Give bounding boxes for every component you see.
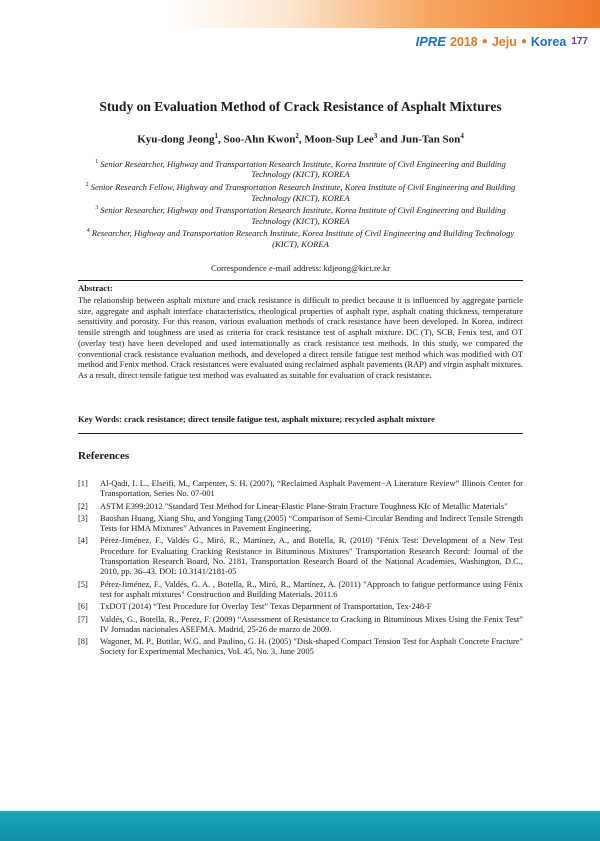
reference-text: Baoshan Huang, Xiang Shu, and Yongjing Tang (2005) “Comparison of Semi-Circular Bending and Indirect Tensile Strength Tests for HMA Mixtures” Advances in Pavement Engineering, — [100, 512, 523, 534]
paper-title: Study on Evaluation Method of Crack Resistance of Asphalt Mixtures — [99, 99, 502, 114]
abstract-text: The relationship between asphalt mixture and crack resistance is difficult to predict because it is influenced by aggregate particle size, aggregate and asphalt interface characteristics, rheological properties of asphalt type, asphalt coating thickness, temperature sensitivity and porosity. For this reason, various evaluation methods of crack resistance have been developed. In Korea, indirect tensile strength and toughness are used as criteria for crack resistance test of asphalt mixture. DC (T), SCB, Fenix test, and OT (overlay test) have been developed and used internationally as crack resistance test methods. In this study, we compared the conventional crack resistance evaluation methods, and developed a direct tensile fatigue test method which was modified with OT method and Fenix method. Crack resistances were evaluated using reclaimed asphalt pavements (RAP) and virgin asphalt mixtures. As a result, direct tensile fatigue test method was evaluated as suitable for evaluation of crack resistance. — [78, 295, 523, 380]
affiliation — [78, 203, 523, 226]
reference-item — [78, 579, 523, 600]
references-heading: References — [78, 450, 130, 462]
reference-text: TxDOT (2014) “Test Procedure for Overlay Test” Texas Department of Transportation, Tex-248-F — [100, 601, 432, 612]
affiliation-text: Senior Researcher, Highway and Transportation Research Institute, Korea Institute of Civil Engineering and Building Technology (KICT), KOREA — [100, 204, 506, 226]
affiliation-sup: 2 — [85, 182, 89, 189]
reference-number: [8] — [78, 636, 88, 647]
bullet-dot-icon: ● — [481, 36, 488, 47]
reference-number: [5] — [78, 578, 88, 589]
reference-item — [78, 601, 523, 611]
affiliation-list — [78, 157, 523, 249]
reference-number: [1] — [78, 478, 88, 488]
page-number: 177 — [571, 36, 588, 47]
header-band — [0, 0, 600, 28]
affiliation — [78, 180, 523, 203]
abstract-label: Abstract: — [78, 283, 113, 293]
reference-list — [78, 478, 523, 659]
reference-text: Al-Qadi, I. L., Elseifi, M., Carpenter, S. H. (2007), “Reclaimed Asphalt Pavement−A Literature Review” Illinois Center for Transportation, Series No. 07-001 — [100, 478, 523, 499]
reference-text: Pérez-Jiménez, F., Valdés G., Miró, R., Martínez, A., and Botella, R. (2010) "Fénix Test: Development of a New Test Procedure for Evaluating Cracking Resistance in Bituminous Mixtures" Transportation Research Record: Journal of the Transportation Research Board, No. 2181, Transportation Research Board of the National Academies, Washington, D.C., 2010, pp. 36–43. DOI: 10.3141/2181-05 — [100, 535, 523, 577]
reference-number: [3] — [78, 512, 88, 523]
ipre-logo-mark: IPRE — [415, 34, 446, 49]
reference-item — [78, 478, 523, 499]
author-sup: 1 — [214, 132, 219, 140]
divider — [78, 280, 523, 281]
author-sup: 3 — [373, 132, 378, 140]
author-list — [78, 132, 523, 146]
affiliation-sup: 4 — [86, 228, 90, 235]
reference-item — [78, 614, 523, 635]
affiliation-text: Senior Research Fellow, Highway and Transportation Research Institute, Korea Institute of Civil Engineering and Building Technology (KICT), KOREA — [90, 181, 516, 203]
reference-number: [7] — [78, 613, 88, 624]
author-name: Kyu-dong Jeong — [137, 133, 215, 146]
affiliation — [78, 157, 523, 180]
author-sep: , — [218, 133, 224, 146]
reference-item — [78, 513, 523, 534]
keywords: Key Words: crack resistance; direct tensile fatigue test, asphalt mixture; recycled asphalt mixture — [78, 414, 435, 424]
author-sup: 4 — [460, 132, 464, 140]
affiliation-sup: 1 — [95, 159, 99, 165]
author-name: Moon-Sup Lee — [304, 133, 374, 146]
footer-band — [0, 811, 600, 841]
conference-city: Jeju — [491, 34, 517, 49]
reference-item — [78, 636, 523, 657]
conference-year: 2018 — [449, 34, 478, 49]
affiliation-sup: 3 — [95, 205, 99, 212]
reference-text: Valdés, G., Botella, R., Perez, F. (2009) “Assessment of Resistance to Cracking in Bituminous Mixes Using the Fenix Test” IV Jornadas nacionales ASEFMA. Madrid, 25-26 de marzo de 2009. — [100, 613, 523, 634]
author-name: Jun-Tan Son — [400, 133, 461, 146]
reference-text: Wagoner, M. P., Buttlar, W.G. and Paulino, G. H. (2005) "Disk-shaped Compact Tension Test for Asphalt Concrete Fracture" Society for Experimental Mechanics, VoL 45, No. 3, June 2005 — [100, 636, 523, 657]
conference-logo — [416, 34, 588, 49]
reference-number: [6] — [78, 601, 88, 612]
reference-text: Pérez-Jiménez, F., Valdés, G. A. , Botella, R., Miró, R., Martínez, A. (2011) "Approach to fatigue performance using Fénix test for asphalt mixtures" Construction and Building Materials. 2011.6 — [100, 578, 523, 599]
conference-country: Korea — [530, 34, 567, 49]
reference-text: ASTM E399:2012 "Standard Test Method for Linear-Elastic Plane-Strain Fracture Toughness KIc of Metallic Materials" — [100, 500, 508, 511]
author-sep: , — [298, 133, 305, 146]
affiliation — [78, 226, 523, 249]
reference-number: [2] — [78, 500, 88, 511]
bullet-dot-icon: ● — [520, 36, 527, 47]
author-sup: 2 — [295, 132, 299, 140]
reference-number: [4] — [78, 535, 88, 546]
affiliation-text: Researcher, Highway and Transportation Research Institute, Korea Institute of Civil Engineering and Building Technology (KICT), KOREA — [91, 228, 515, 249]
author-sep: and — [377, 133, 401, 146]
correspondence-email: Correspondence e-mail address: kdjeong@kict.re.kr — [210, 263, 390, 273]
reference-item — [78, 501, 523, 511]
reference-item — [78, 535, 523, 576]
affiliation-text: Senior Researcher, Highway and Transportation Research Institute, Korea Institute of Civil Engineering and Building Technology (KICT), KOREA — [100, 158, 506, 180]
divider — [78, 433, 523, 434]
author-name: Soo-Ahn Kwon — [223, 133, 296, 146]
